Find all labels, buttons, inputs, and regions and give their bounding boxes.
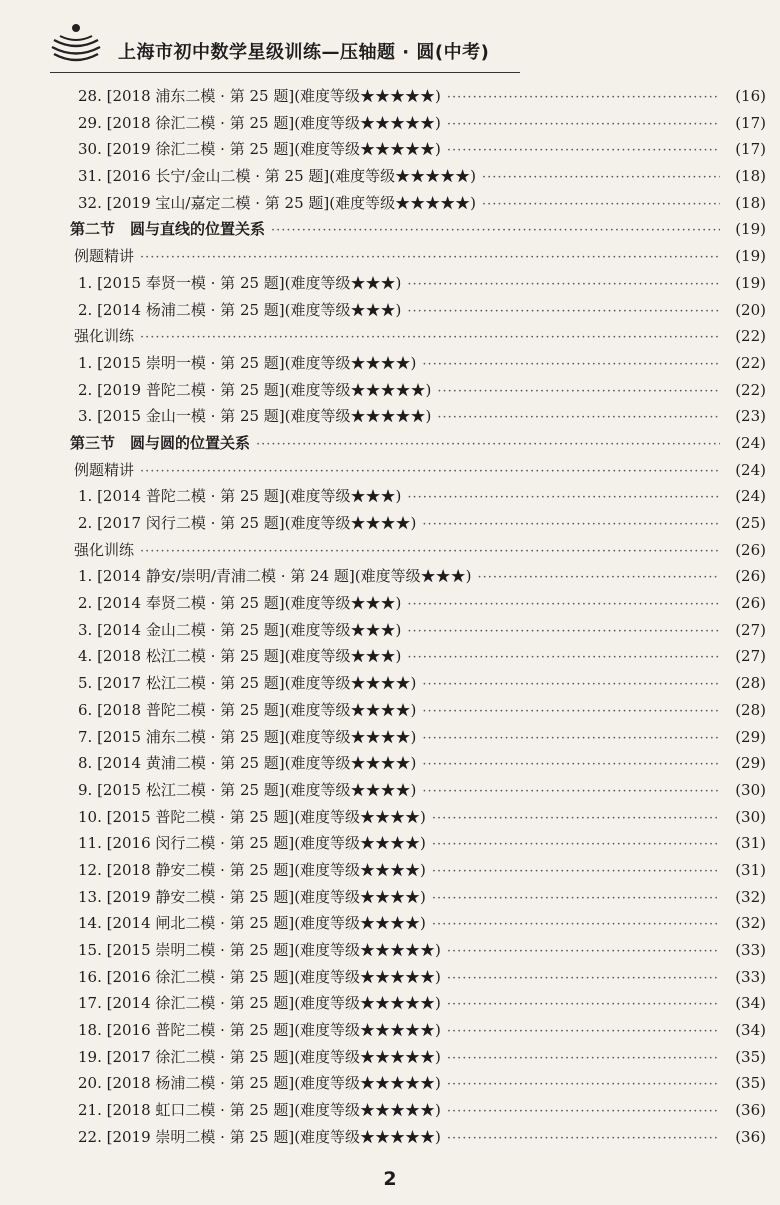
running-header	[50, 18, 520, 70]
toc-page-ref: (29)	[735, 727, 766, 746]
toc-page-ref: (19)	[735, 220, 766, 239]
toc-entry-row	[70, 485, 766, 512]
toc-page-ref: (22)	[735, 380, 766, 399]
toc-entry-label: 12. [2018 静安二模 · 第 25 题](难度等级★★★★)	[78, 860, 426, 879]
dot-leader	[437, 410, 720, 425]
dot-leader	[482, 170, 720, 185]
dot-leader	[432, 811, 720, 826]
toc-entry-row	[70, 1072, 766, 1099]
toc-page-ref: (33)	[735, 941, 766, 959]
toc-section-row	[70, 432, 766, 459]
toc-entry-label: 19. [2017 徐汇二模 · 第 25 题](难度等级★★★★★)	[78, 1047, 441, 1066]
toc-entry-row	[70, 619, 766, 646]
toc-page-ref: (20)	[735, 300, 766, 319]
toc-entry-label: 31. [2016 长宁/金山二模 · 第 25 题](难度等级★★★★★)	[78, 167, 476, 186]
toc-page-ref: (24)	[735, 460, 766, 479]
dot-leader	[407, 490, 720, 505]
dot-leader	[422, 677, 720, 692]
dot-leader	[432, 891, 720, 906]
book-title: 上海市初中数学星级训练—压轴题 · 圆(中考)	[118, 42, 490, 63]
dot-leader	[447, 90, 720, 105]
dot-leader	[447, 117, 720, 132]
toc-page-ref: (35)	[735, 1047, 766, 1066]
toc-entry-label: 第三节 圆与圆的位置关系	[70, 433, 251, 452]
toc-page-ref: (36)	[735, 1101, 766, 1120]
dot-leader	[447, 944, 720, 959]
toc-entry-label: 1. [2015 奉贤一模 · 第 25 题](难度等级★★★)	[78, 273, 402, 292]
toc-entry-label: 29. [2018 徐汇二模 · 第 25 题](难度等级★★★★★)	[78, 113, 441, 132]
dot-leader	[447, 1077, 720, 1092]
dot-leader	[422, 731, 720, 746]
toc-page-ref: (24)	[735, 487, 766, 506]
dot-leader	[447, 997, 720, 1012]
toc-page-ref: (29)	[735, 754, 766, 773]
toc-page-ref: (32)	[735, 887, 766, 906]
toc-entry-row	[70, 165, 766, 192]
toc-subsection-row	[70, 245, 766, 272]
toc-entry-label: 2. [2019 普陀二模 · 第 25 题](难度等级★★★★★)	[78, 380, 432, 399]
dot-leader	[140, 250, 720, 265]
toc-entry-label: 例题精讲	[74, 460, 135, 479]
toc-entry-label: 例题精讲	[74, 247, 135, 266]
toc-entry-label: 11. [2016 闵行二模 · 第 25 题](难度等级★★★★)	[78, 834, 426, 853]
toc-entry-label: 1. [2014 普陀二模 · 第 25 题](难度等级★★★)	[78, 487, 402, 506]
dot-leader	[140, 330, 720, 345]
toc-page-ref: (34)	[735, 1021, 766, 1040]
toc-entry-row	[70, 379, 766, 406]
toc-entry-row	[70, 352, 766, 379]
dot-leader	[407, 650, 720, 665]
toc-entry-label: 9. [2015 松江二模 · 第 25 题](难度等级★★★★)	[78, 780, 417, 799]
toc-page-ref: (23)	[735, 407, 766, 426]
toc-entry-row	[70, 752, 766, 779]
toc-entry-row	[70, 912, 766, 939]
toc-entry-row	[70, 645, 766, 672]
dot-leader	[422, 357, 720, 372]
dot-leader	[422, 517, 720, 532]
toc-entry-label: 13. [2019 静安二模 · 第 25 题](难度等级★★★★)	[78, 887, 426, 906]
toc-page-ref: (35)	[735, 1074, 766, 1093]
toc-entry-row	[70, 832, 766, 859]
dot-leader	[140, 464, 720, 479]
dot-leader	[447, 1051, 720, 1066]
toc-entry-row	[70, 699, 766, 726]
toc-entry-label: 2. [2017 闵行二模 · 第 25 题](难度等级★★★★)	[78, 514, 417, 532]
toc-page-ref: (19)	[735, 247, 766, 266]
page-number: 2	[383, 1168, 397, 1190]
toc-page-ref: (28)	[735, 700, 766, 719]
toc-section-row	[70, 218, 766, 245]
toc-entry-label: 强化训练	[74, 327, 135, 346]
toc-entry-row	[70, 672, 766, 699]
toc-page-ref: (24)	[735, 433, 766, 452]
toc-entry-row	[70, 726, 766, 753]
toc-page-ref: (27)	[735, 620, 766, 639]
toc-entry-row	[70, 272, 766, 299]
toc-entry-label: 1. [2014 静安/崇明/青浦二模 · 第 24 题](难度等级★★★)	[78, 567, 472, 586]
toc-page-ref: (19)	[735, 273, 766, 292]
toc-page-ref: (33)	[735, 967, 766, 986]
toc-entry-label: 2. [2014 奉贤二模 · 第 25 题](难度等级★★★)	[78, 594, 402, 613]
dot-leader	[447, 143, 720, 158]
dot-leader	[437, 384, 720, 399]
toc-entry-row	[70, 592, 766, 619]
dot-leader	[256, 437, 720, 452]
dot-leader	[407, 304, 720, 319]
toc-entry-label: 第二节 圆与直线的位置关系	[70, 220, 266, 239]
dot-leader	[422, 704, 720, 719]
dot-leader	[447, 1131, 720, 1146]
dot-leader	[432, 864, 720, 879]
toc-subsection-row	[70, 539, 766, 566]
toc-page-ref: (31)	[735, 860, 766, 879]
toc-page-ref: (22)	[735, 327, 766, 346]
toc-entry-label: 32. [2019 宝山/嘉定二模 · 第 25 题](难度等级★★★★★)	[78, 193, 476, 212]
dot-leader	[477, 570, 720, 585]
toc-page-ref: (18)	[735, 167, 766, 186]
toc-page-ref: (22)	[735, 353, 766, 372]
toc-entry-row	[70, 886, 766, 913]
toc-entry-row	[70, 85, 766, 112]
wave-logo-icon	[50, 22, 102, 68]
toc-entry-label: 7. [2015 浦东二模 · 第 25 题](难度等级★★★★)	[78, 727, 417, 746]
toc-entry-label: 18. [2016 普陀二模 · 第 25 题](难度等级★★★★★)	[78, 1021, 441, 1040]
toc-entry-row	[70, 966, 766, 993]
toc-entry-row	[70, 112, 766, 139]
toc-entry-row	[70, 992, 766, 1019]
dot-leader	[447, 1104, 720, 1119]
dot-leader	[422, 784, 720, 799]
toc-entry-label: 10. [2015 普陀二模 · 第 25 题](难度等级★★★★)	[78, 807, 426, 826]
toc-page-ref: (26)	[735, 567, 766, 586]
toc-entry-label: 3. [2015 金山一模 · 第 25 题](难度等级★★★★★)	[78, 407, 432, 426]
dot-leader	[482, 197, 720, 212]
toc-entry-label: 3. [2014 金山二模 · 第 25 题](难度等级★★★)	[78, 620, 402, 639]
header-divider	[50, 72, 520, 73]
toc-entry-row	[70, 1099, 766, 1126]
toc-page-ref: (17)	[735, 113, 766, 132]
toc-entry-label: 8. [2014 黄浦二模 · 第 25 题](难度等级★★★★)	[78, 754, 417, 773]
toc-entry-row	[70, 859, 766, 886]
toc-entry-row	[70, 1019, 766, 1046]
toc-entry-row	[70, 512, 766, 539]
toc-page-ref: (31)	[735, 834, 766, 853]
toc-subsection-row	[70, 325, 766, 352]
toc-page-ref: (18)	[735, 193, 766, 212]
toc-page-ref: (25)	[735, 514, 766, 532]
dot-leader	[140, 544, 720, 559]
toc-entry-row	[70, 806, 766, 833]
toc-entry-label: 1. [2015 崇明一模 · 第 25 题](难度等级★★★★)	[78, 353, 417, 372]
toc-page-ref: (28)	[735, 674, 766, 693]
dot-leader	[407, 597, 720, 612]
dot-leader	[432, 837, 720, 852]
dot-leader	[271, 223, 720, 238]
table-of-contents	[70, 85, 766, 1153]
toc-entry-label: 28. [2018 浦东二模 · 第 25 题](难度等级★★★★★)	[78, 87, 441, 105]
dot-leader	[407, 277, 720, 292]
toc-page-ref: (36)	[735, 1127, 766, 1146]
dot-leader	[422, 757, 720, 772]
dot-leader	[447, 1024, 720, 1039]
toc-entry-label: 强化训练	[74, 540, 135, 559]
toc-page-ref: (32)	[735, 914, 766, 933]
toc-entry-label: 30. [2019 徐汇二模 · 第 25 题](难度等级★★★★★)	[78, 140, 441, 159]
toc-entry-row	[70, 405, 766, 432]
toc-page-ref: (16)	[735, 87, 766, 105]
toc-page-ref: (27)	[735, 647, 766, 666]
toc-entry-label: 4. [2018 松江二模 · 第 25 题](难度等级★★★)	[78, 647, 402, 666]
toc-entry-label: 20. [2018 杨浦二模 · 第 25 题](难度等级★★★★★)	[78, 1074, 441, 1093]
toc-page-ref: (30)	[735, 807, 766, 826]
toc-entry-row	[70, 1046, 766, 1073]
toc-entry-label: 5. [2017 松江二模 · 第 25 题](难度等级★★★★)	[78, 674, 417, 693]
toc-entry-label: 21. [2018 虹口二模 · 第 25 题](难度等级★★★★★)	[78, 1101, 441, 1120]
toc-entry-row	[70, 1126, 766, 1153]
toc-entry-label: 6. [2018 普陀二模 · 第 25 题](难度等级★★★★)	[78, 700, 417, 719]
toc-entry-row	[70, 565, 766, 592]
dot-leader	[432, 917, 720, 932]
toc-subsection-row	[70, 459, 766, 486]
toc-entry-label: 16. [2016 徐汇二模 · 第 25 题](难度等级★★★★★)	[78, 967, 441, 986]
dot-leader	[407, 624, 720, 639]
toc-entry-row	[70, 779, 766, 806]
toc-entry-row	[70, 138, 766, 165]
toc-page-ref: (26)	[735, 540, 766, 559]
toc-entry-label: 2. [2014 杨浦二模 · 第 25 题](难度等级★★★)	[78, 300, 402, 319]
toc-page-ref: (26)	[735, 594, 766, 613]
toc-entry-row	[70, 939, 766, 966]
toc-page-ref: (30)	[735, 780, 766, 799]
toc-entry-label: 14. [2014 闸北二模 · 第 25 题](难度等级★★★★)	[78, 914, 426, 933]
toc-entry-label: 17. [2014 徐汇二模 · 第 25 题](难度等级★★★★★)	[78, 994, 441, 1013]
toc-entry-label: 22. [2019 崇明二模 · 第 25 题](难度等级★★★★★)	[78, 1127, 441, 1146]
toc-page-ref: (17)	[735, 140, 766, 159]
toc-entry-row	[70, 192, 766, 219]
dot-leader	[447, 971, 720, 986]
toc-page-ref: (34)	[735, 994, 766, 1013]
toc-entry-row	[70, 299, 766, 326]
toc-entry-label: 15. [2015 崇明二模 · 第 25 题](难度等级★★★★★)	[78, 941, 441, 959]
